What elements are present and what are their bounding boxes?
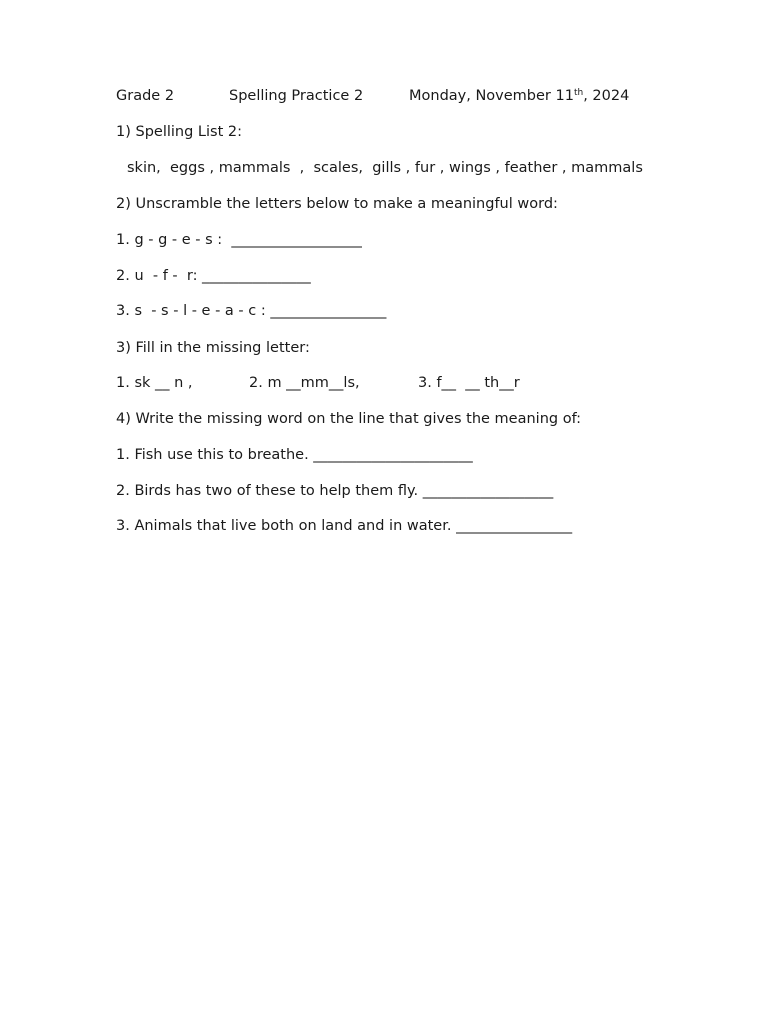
- fill-in-item: 2. m __mm__ls,: [249, 375, 360, 391]
- spelling-word-list: skin, eggs , mammals , scales, gills , fur , wings , feather , mammals: [127, 160, 643, 176]
- unscramble-item: 1. g - g - e - s : __________________: [116, 232, 362, 248]
- worksheet-date: [409, 87, 629, 105]
- meaning-item: 1. Fish use this to breathe. ______________________: [116, 447, 473, 463]
- date-prefix: Monday, November 11: [409, 88, 574, 104]
- fill-in-row: [116, 374, 636, 392]
- unscramble-item: 2. u - f - r: _______________: [116, 268, 311, 284]
- worksheet-title: Spelling Practice 2: [229, 88, 364, 104]
- unscramble-item: 3. s - s - l - e - a - c : ________________: [116, 303, 387, 319]
- date-year: , 2024: [583, 88, 630, 104]
- meaning-item: 3. Animals that live both on land and in water. ________________: [116, 518, 573, 534]
- section-4-heading: 4) Write the missing word on the line that gives the meaning of:: [116, 411, 582, 427]
- section-1-heading: 1) Spelling List 2:: [116, 124, 242, 140]
- fill-in-item: 3. f__ __ th__r: [418, 375, 520, 391]
- fill-in-item: 1. sk __ n ,: [116, 375, 193, 391]
- grade-label: Grade 2: [116, 88, 175, 104]
- date-ordinal-suffix: th: [573, 88, 584, 98]
- section-3-heading: 3) Fill in the missing letter:: [116, 340, 310, 356]
- section-2-heading: 2) Unscramble the letters below to make a meaningful word:: [116, 196, 558, 212]
- meaning-item: 2. Birds has two of these to help them fly. __________________: [116, 483, 554, 499]
